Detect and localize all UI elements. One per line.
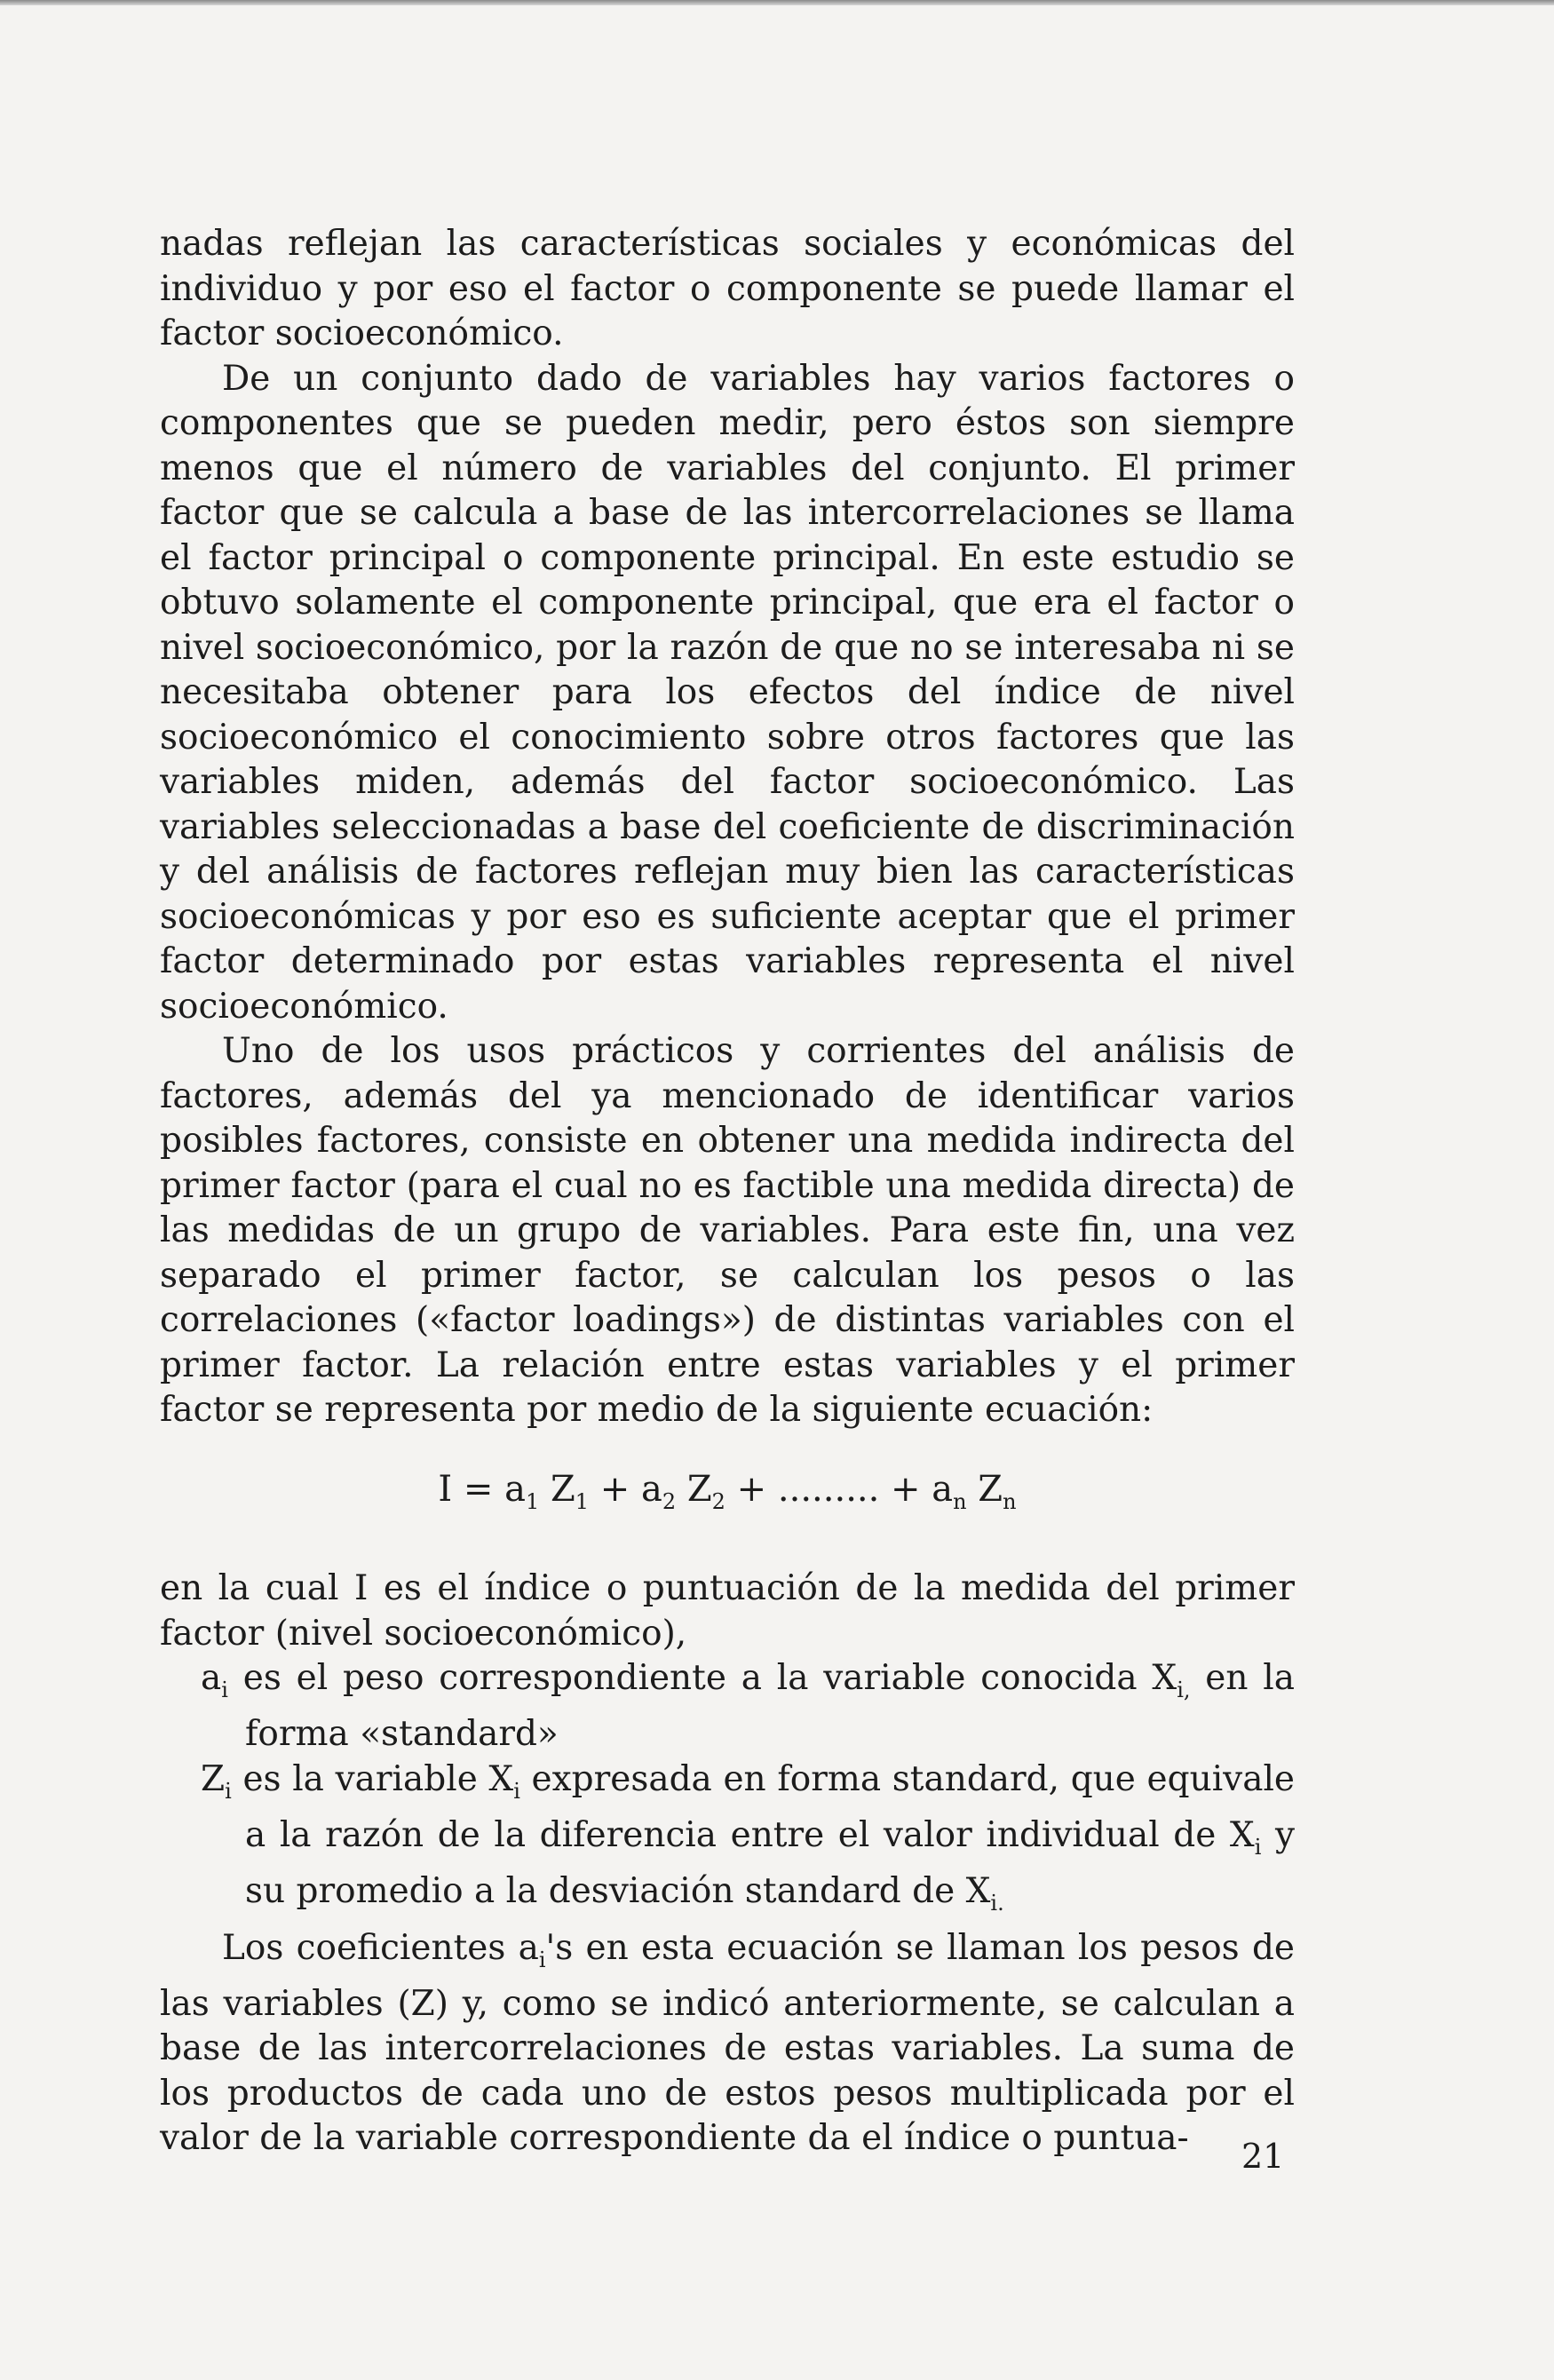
paragraph-2: De un conjunto dado de variables hay varios factores o componentes que se pueden medir, pero éstos son siempre menos que el número de variables del conjunto. El primer factor que se calcula a base de las intercorrelaciones se llama el factor principal o componente principal. En este estudio se obtuvo solamente el componente principal, que era el factor o nivel socioeconómico, por la razón de que no se interesaba ni se necesitaba obtener para los efectos del índice de nivel socioeconómico el conocimiento sobre otros factores que las variables miden, además del factor socioeconómico. Las variables seleccionadas a base del coeficiente de discriminación y del análisis de factores reflejan muy bien las características socioeconómicas y por eso es suficiente aceptar que el primer factor determinado por estas variables representa el nivel socioeconómico. [160, 358, 1295, 1027]
equation-z2: Z [676, 1468, 712, 1510]
paragraph-5-sub: i [538, 1947, 546, 1972]
def-z-sub4: i. [990, 1891, 1004, 1916]
equation-zsub-2: 2 [711, 1488, 725, 1514]
equation-zn: Z [966, 1468, 1003, 1510]
def-a-symbol: a [201, 1658, 222, 1698]
paragraph-5-start: Los coeficientes a [222, 1927, 539, 1968]
def-z-text: es la variable X [231, 1758, 514, 1799]
equation-z1: Z [539, 1468, 575, 1510]
def-z-symbol: Z [201, 1758, 226, 1799]
def-z-sub2: i [513, 1778, 520, 1804]
equation [160, 1467, 1295, 1525]
page-number: 21 [1241, 2137, 1285, 2176]
paragraph-1: nadas reflejan las características sociales y económicas del individuo y por eso el factor o componente se puede llamar el factor socioeconómico. [160, 224, 1295, 353]
equation-dots: + ......... + a [725, 1468, 954, 1510]
equation-plus-1: + a [589, 1468, 662, 1510]
equation-zsub-1: 1 [575, 1488, 590, 1514]
paragraph-4: en la cual I es el índice o puntuación de la medida del primer factor (nivel socioeconómico), [160, 1568, 1295, 1654]
def-a-sub2: i, [1177, 1677, 1191, 1702]
top-edge [0, 0, 1554, 5]
def-z-text2: expresada en forma standard, que equivale a la razón de la diferencia entre el valor individual de X [245, 1758, 1296, 1856]
def-a-sub: i [221, 1677, 228, 1702]
def-a-text2: en la forma «standard» [245, 1658, 1296, 1755]
equation-sub-1: 1 [526, 1488, 540, 1514]
def-z-text3: y su promedio a la desviación standard de X [245, 1815, 1295, 1912]
equation-sub-n: n [953, 1488, 967, 1514]
paragraph-5 [160, 1926, 1295, 2162]
equation-lhs: I = a [438, 1468, 526, 1510]
definition-z [160, 1757, 1295, 1926]
body-text [160, 222, 1295, 2162]
paragraph-3: Uno de los usos prácticos y corrientes del análisis de factores, además del ya mencionado de identificar varios posibles factores, consiste en obtener una medida indirecta del primer factor (para el cual no es factible una medida directa) de las medidas de un grupo de variables. Para este fin, una vez separado el primer factor, se calculan los pesos o las correlaciones («factor loadings») de distintas variables con el primer factor. La relación entre estas variables y el primer factor se representa por medio de la siguiente ecuación: [160, 1031, 1295, 1430]
equation-sub-2: 2 [662, 1488, 677, 1514]
def-z-sub3: i [1254, 1834, 1262, 1860]
def-z-sub: i [225, 1778, 232, 1804]
definition-a [160, 1656, 1295, 1757]
equation-zsub-n: n [1003, 1488, 1017, 1514]
paragraph-5-rest: 's en esta ecuación se llaman los pesos de las variables (Z) y, como se indicó anteriormente, se calculan a base de las intercorrelaciones de estas variables. La suma de los productos de cada uno de estos pesos multiplicada por el valor de la variable correspondiente da el índice o puntua- [160, 1927, 1295, 2159]
def-a-text: es el peso correspondiente a la variable conocida X [227, 1658, 1177, 1698]
